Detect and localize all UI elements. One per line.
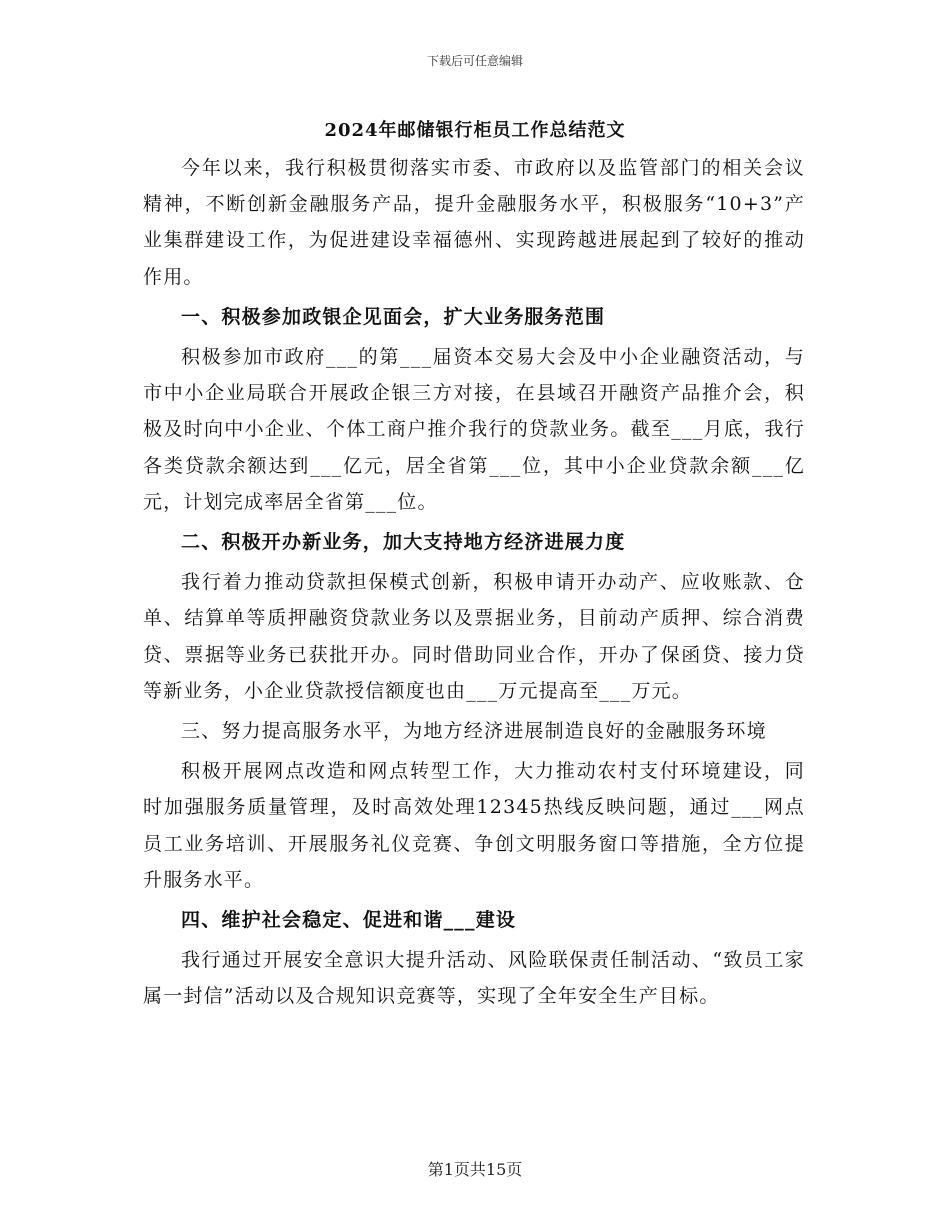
page-number-footer: 第1页共15页: [427, 1160, 523, 1179]
section-heading-3: 三、努力提高服务水平，为地方经济进展制造良好的金融服务环境: [181, 720, 767, 743]
document-title: 2024年邮储银行柜员工作总结范文: [324, 120, 626, 141]
page-header-note: 下载后可任意编辑: [426, 54, 523, 68]
section-heading-1: 一、积极参加政银企见面会，扩大业务服务范围: [181, 305, 606, 328]
paragraph-section-2: 我行着力推动贷款担保模式创新，积极申请开办动产、应收账款、仓单、结算单等质押融资贷款业务以及票据业务，目前动产质押、综合消费贷、票据等业务已获批开办。同时借助同业合作，开办了保函贷、接力贷等新业务，小企业贷款授信额度也由___万元提高至___万元。: [143, 571, 805, 702]
section-heading-2: 二、积极开办新业务，加大支持地方经济进展力度: [181, 531, 626, 554]
paragraph-section-4: 我行通过开展安全意识大提升活动、风险联保责任制活动、“致员工家属一封信”活动以及合规知识竞赛等，实现了全年安全生产目标。: [143, 949, 805, 1008]
document-body: [143, 150, 805, 1019]
paragraph-section-3: 积极开展网点改造和网点转型工作，大力推动农村支付环境建设，同时加强服务质量管理，及时高效处理12345热线反映问题，通过___网点员工业务培训、开展服务礼仪竞赛、争创文明服务窗口等措施，全方位提升服务水平。: [143, 760, 805, 891]
paragraph-intro: 今年以来，我行积极贯彻落实市委、市政府以及监管部门的相关会议精神，不断创新金融服务产品，提升金融服务水平，积极服务“10+3”产业集群建设工作，为促进建设幸福德州、实现跨越进展起到了较好的推动作用。: [143, 157, 805, 288]
paragraph-section-1: 积极参加市政府___的第___届资本交易大会及中小企业融资活动，与市中小企业局联合开展政企银三方对接，在县域召开融资产品推介会，积极及时向中小企业、个体工商户推介我行的贷款业务。截至___月底，我行各类贷款余额达到___亿元，居全省第___位，其中小企业贷款余额___亿元，计划完成率居全省第___位。: [143, 346, 805, 513]
section-heading-4: 四、维护社会稳定、促进和谐___建设: [181, 909, 517, 932]
